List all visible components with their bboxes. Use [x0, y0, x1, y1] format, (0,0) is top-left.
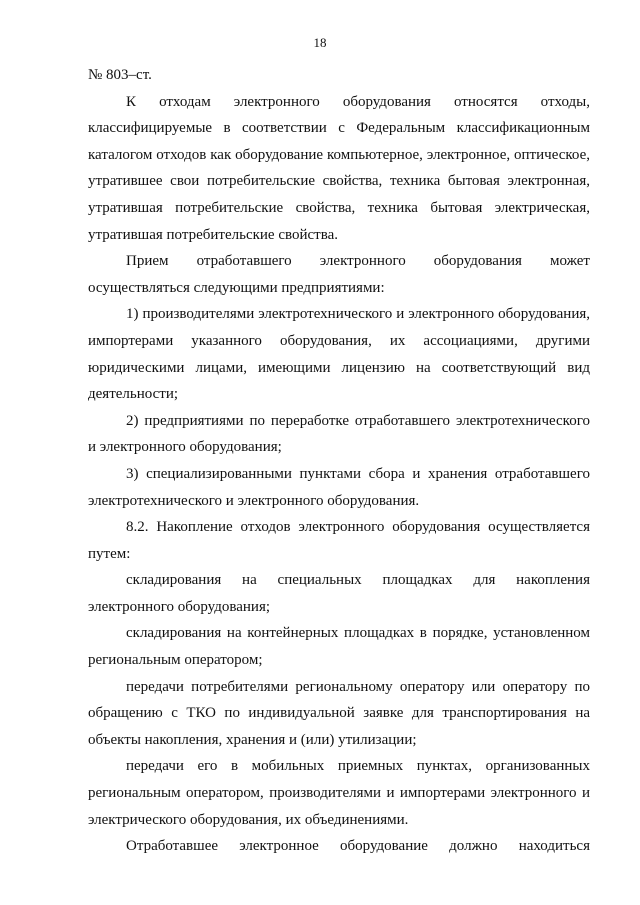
list-item-manufacturers: 1) производителями электротехнического и электронного оборудования, импортерами указанного оборудования, их ассоциациями, другими юридическими лицами, имеющими лицензию на соответствующий вид деятельности;: [88, 306, 590, 403]
paragraph-order-reference: № 803–ст.: [88, 67, 152, 83]
list-item-processors: 2) предприятиями по переработке отработавшего электротехнического и электронного оборудования;: [88, 412, 590, 456]
list-item-collection-points: 3) специализированными пунктами сбора и хранения отработавшего электротехнического и электронного оборудования.: [88, 465, 590, 509]
section-heading-8-2: 8.2. Накопление отходов электронного оборудования осуществляется путем:: [88, 519, 590, 562]
method-container-sites: складирования на контейнерных площадках в порядке, установленном региональным оператором;: [88, 625, 590, 669]
document-body: [88, 62, 590, 860]
page-number: 18: [313, 35, 327, 50]
method-special-sites: складирования на специальных площадках для накопления электронного оборудования;: [88, 572, 590, 615]
paragraph-continuation: Отработавшее электронное оборудование должно находиться: [126, 838, 590, 855]
paragraph-acceptance-intro: Прием отработавшего электронного оборудования может осуществляться следующими предприятиями:: [88, 253, 590, 296]
method-transfer-to-operator: передачи потребителями региональному оператору или оператору по обращению с ТКО по индивидуальной заявке для транспортирования на объекты накопления, хранения и (или) утилизации;: [88, 678, 590, 748]
paragraph-definition: К отходам электронного оборудования относятся отходы, классифицируемые в соответствии с Федеральным классификационным каталогом отходов как оборудование компьютерное, электронное, оптическое, утратившее свои потребительские свойства, техника бытовая электронная, утратившая потребительские свойства, техника бытовая электрическая, утратившая потребительские свойства.: [88, 93, 590, 243]
method-mobile-points: передачи его в мобильных приемных пунктах, организованных региональным оператором, производителями и импортерами электронного и электрического оборудования, их объединениями.: [88, 758, 590, 828]
